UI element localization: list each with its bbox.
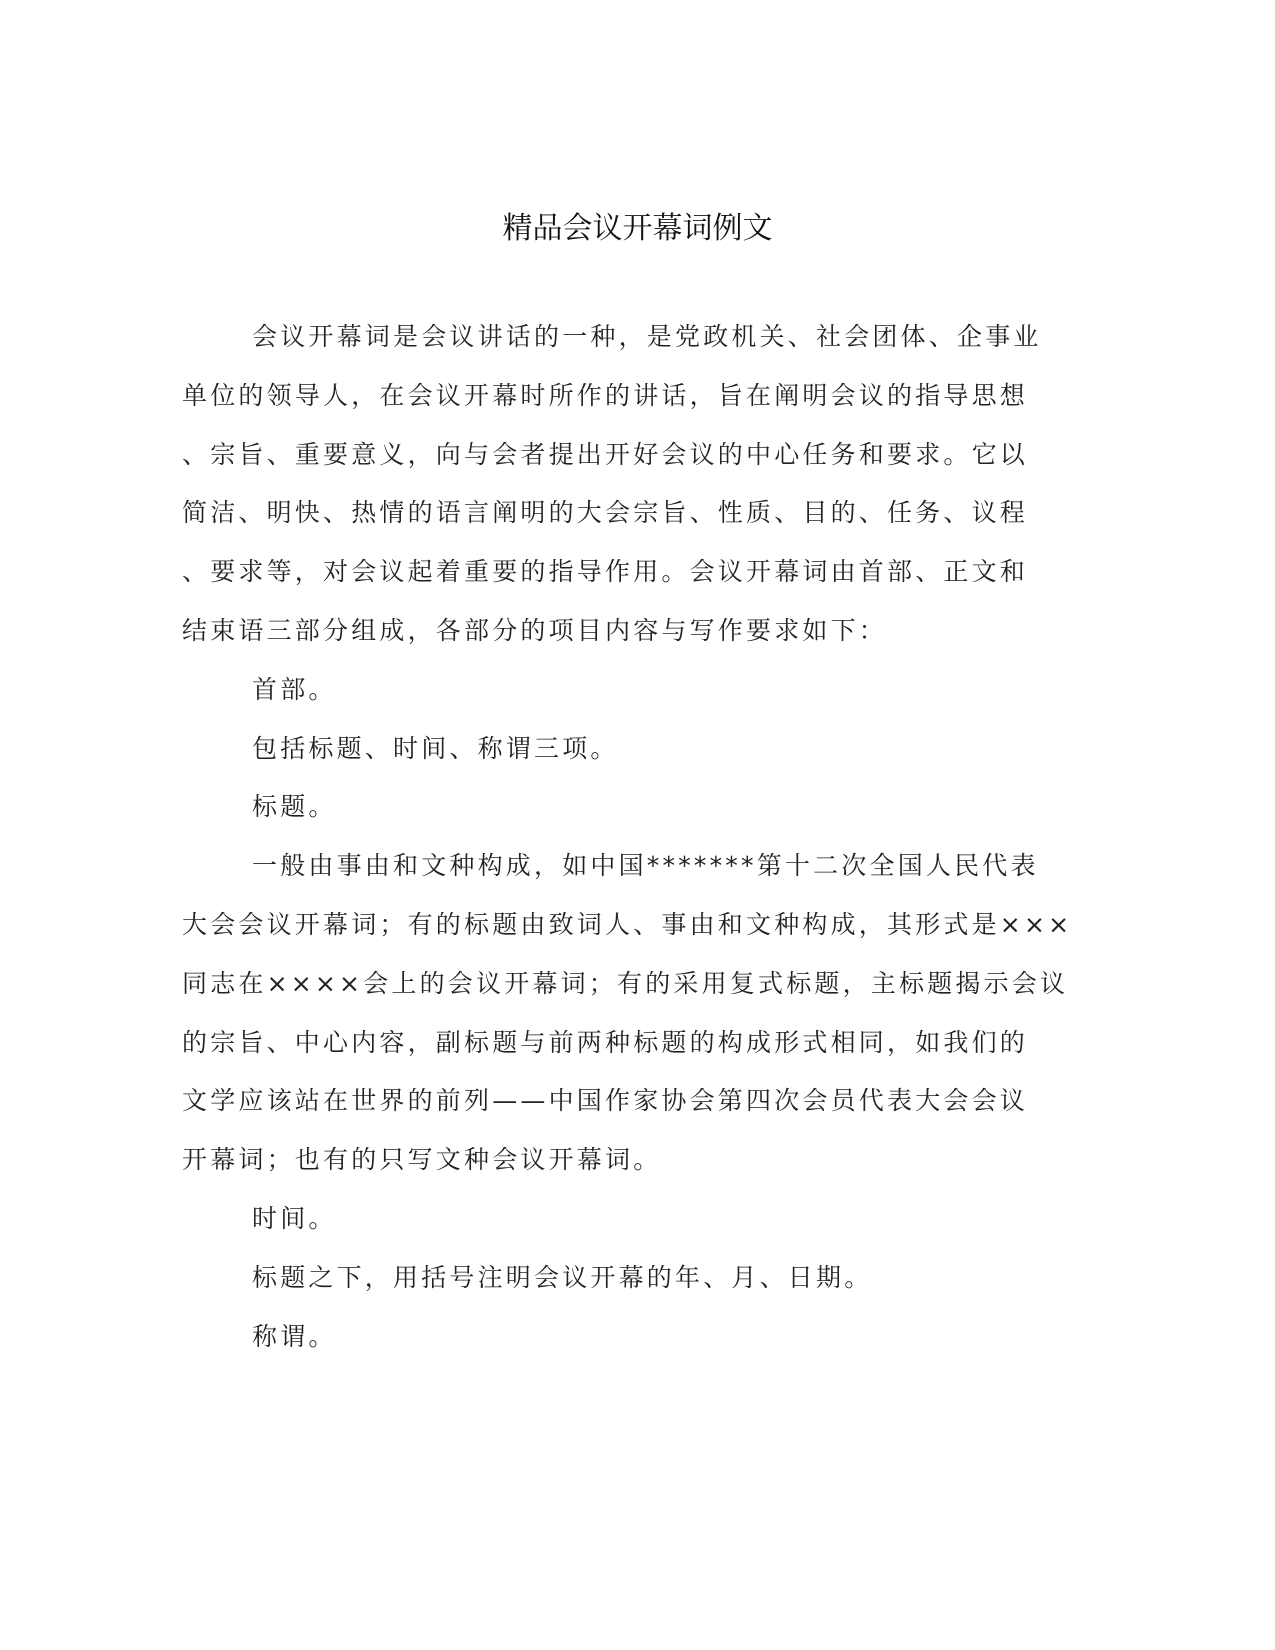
text-line: 单位的领导人，在会议开幕时所作的讲话，旨在阐明会议的指导思想 [182, 380, 1029, 410]
text-line: 、宗旨、重要意义，向与会者提出开好会议的中心任务和要求。它以 [182, 439, 1029, 469]
text-line: 开幕词；也有的只写文种会议开幕词。 [182, 1145, 662, 1175]
text-line: 标题。 [252, 792, 337, 822]
text-line: 标题之下，用括号注明会议开幕的年、月、日期。 [252, 1262, 873, 1292]
text-line: 称谓。 [252, 1321, 337, 1351]
text-line: 包括标题、时间、称谓三项。 [252, 733, 619, 763]
text-line: 会议开幕词是会议讲话的一种，是党政机关、社会团体、企事业 [252, 322, 1042, 351]
text-line: 大会会议开幕词；有的标题由致词人、事由和文种构成，其形式是××× [182, 910, 1073, 939]
text-line: 一般由事由和文种构成，如中国*******第十二次全国人民代表 [252, 851, 1039, 881]
text-line: 的宗旨、中心内容，副标题与前两种标题的构成形式相同，如我们的 [182, 1027, 1029, 1057]
text-line: 时间。 [252, 1204, 337, 1233]
text-line: 首部。 [252, 674, 337, 704]
document-title: 精品会议开幕词例文 [502, 211, 773, 246]
text-line: 简洁、明快、热情的语言阐明的大会宗旨、性质、目的、任务、议程 [182, 498, 1029, 528]
text-line: 结束语三部分组成，各部分的项目内容与写作要求如下： [182, 616, 888, 645]
text-line: 同志在××××会上的会议开幕词；有的采用复式标题，主标题揭示会议 [182, 968, 1069, 998]
text-line: 、要求等，对会议起着重要的指导作用。会议开幕词由首部、正文和 [182, 557, 1029, 587]
text-line: 文学应该站在世界的前列——中国作家协会第四次会员代表大会会议 [182, 1086, 1029, 1116]
